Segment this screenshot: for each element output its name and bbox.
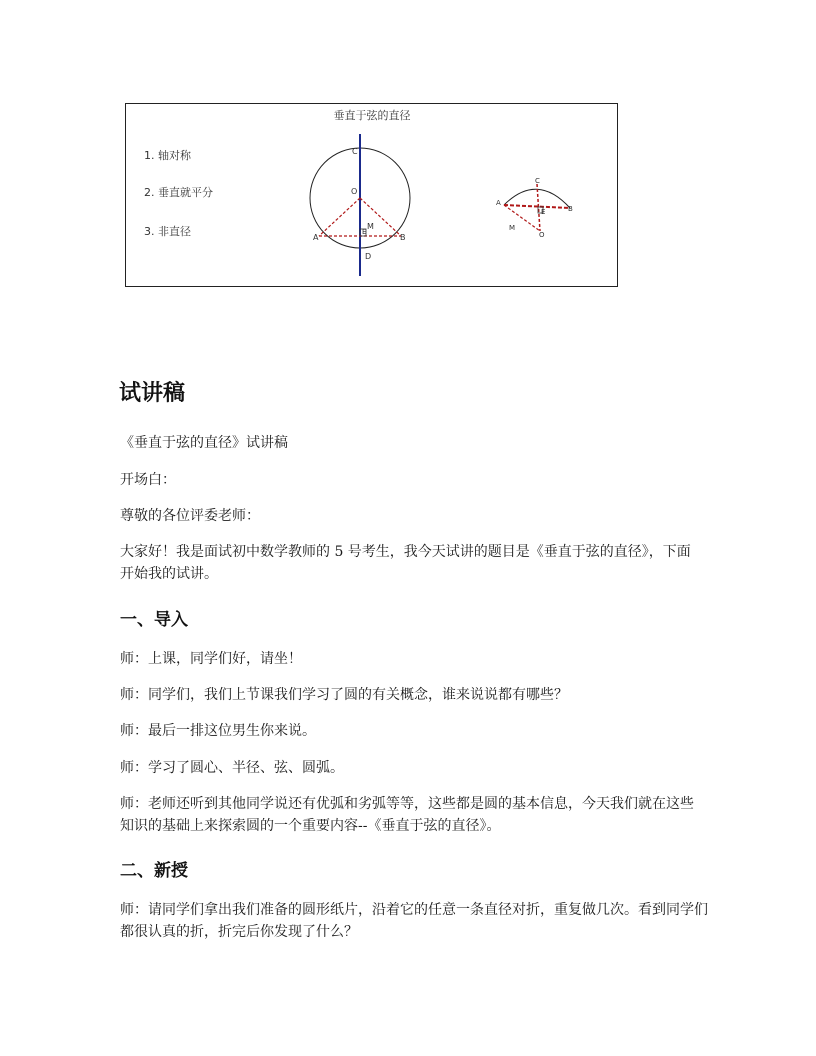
section-heading-new-lesson: 二、新授 <box>120 861 188 881</box>
circle-label-top: C <box>352 147 358 156</box>
figure-title: 垂直于弦的直径 <box>333 109 411 122</box>
section1-paragraph-3: 师：最后一排这位男生你来说。 <box>120 723 316 739</box>
section-heading-intro: 一、导入 <box>120 610 188 630</box>
section1-paragraph-2: 师：同学们，我们上节课我们学习了圆的有关概念，谁来说说都有哪些？ <box>120 687 568 703</box>
document-subtitle: 《垂直于弦的直径》试讲稿 <box>120 435 288 451</box>
diagram-figure <box>125 103 618 287</box>
intro-paragraph: 大家好！我是面试初中数学教师的 5 号考生，我今天试讲的题目是《垂直于弦的直径》，下面开始我的试讲。 <box>120 544 691 582</box>
arc-label-foot: E <box>541 208 546 216</box>
arc-label-bottom: O <box>539 231 545 239</box>
property-2: 2. 垂直就平分 <box>144 186 213 199</box>
section1-paragraph-5: 师：老师还听到其他同学说还有优弧和劣弧等等，这些都是圆的基本信息，今天我们就在这些知识的基础上来探索圆的一个重要内容--《垂直于弦的直径》。 <box>120 796 694 834</box>
property-3: 3. 非直径 <box>144 225 191 238</box>
arc-label-mid: M <box>509 224 516 232</box>
circle-label-center: O <box>351 187 358 196</box>
greeting: 尊敬的各位评委老师： <box>120 508 260 524</box>
section1-paragraph-4: 师：学习了圆心、半径、弦、圆弧。 <box>120 760 344 776</box>
circle-label-mid: M <box>367 222 374 231</box>
circle-label-foot: E <box>362 228 367 236</box>
section2-paragraph-1: 师：请同学们拿出我们准备的圆形纸片，沿着它的任意一条直径对折，重复做几次。看到同学们都很认真的折，折完后你发现了什么？ <box>120 902 708 940</box>
circle-label-left: A <box>313 233 319 242</box>
opening-label: 开场白： <box>120 472 176 488</box>
arc-label-top: C <box>535 177 540 185</box>
arc-label-left: A <box>496 199 501 207</box>
circle-label-right: B <box>400 233 406 242</box>
document-title: 试讲稿 <box>119 381 186 406</box>
section1-paragraph-1: 师：上课，同学们好，请坐！ <box>120 651 302 667</box>
perpendicular-chord-diagram <box>126 104 619 288</box>
arc-chord-ab <box>504 205 570 208</box>
property-1: 1. 轴对称 <box>144 149 191 162</box>
circle-label-bottom: D <box>365 252 372 261</box>
radius-oa <box>319 198 360 236</box>
arc-label-right: B <box>568 205 573 213</box>
